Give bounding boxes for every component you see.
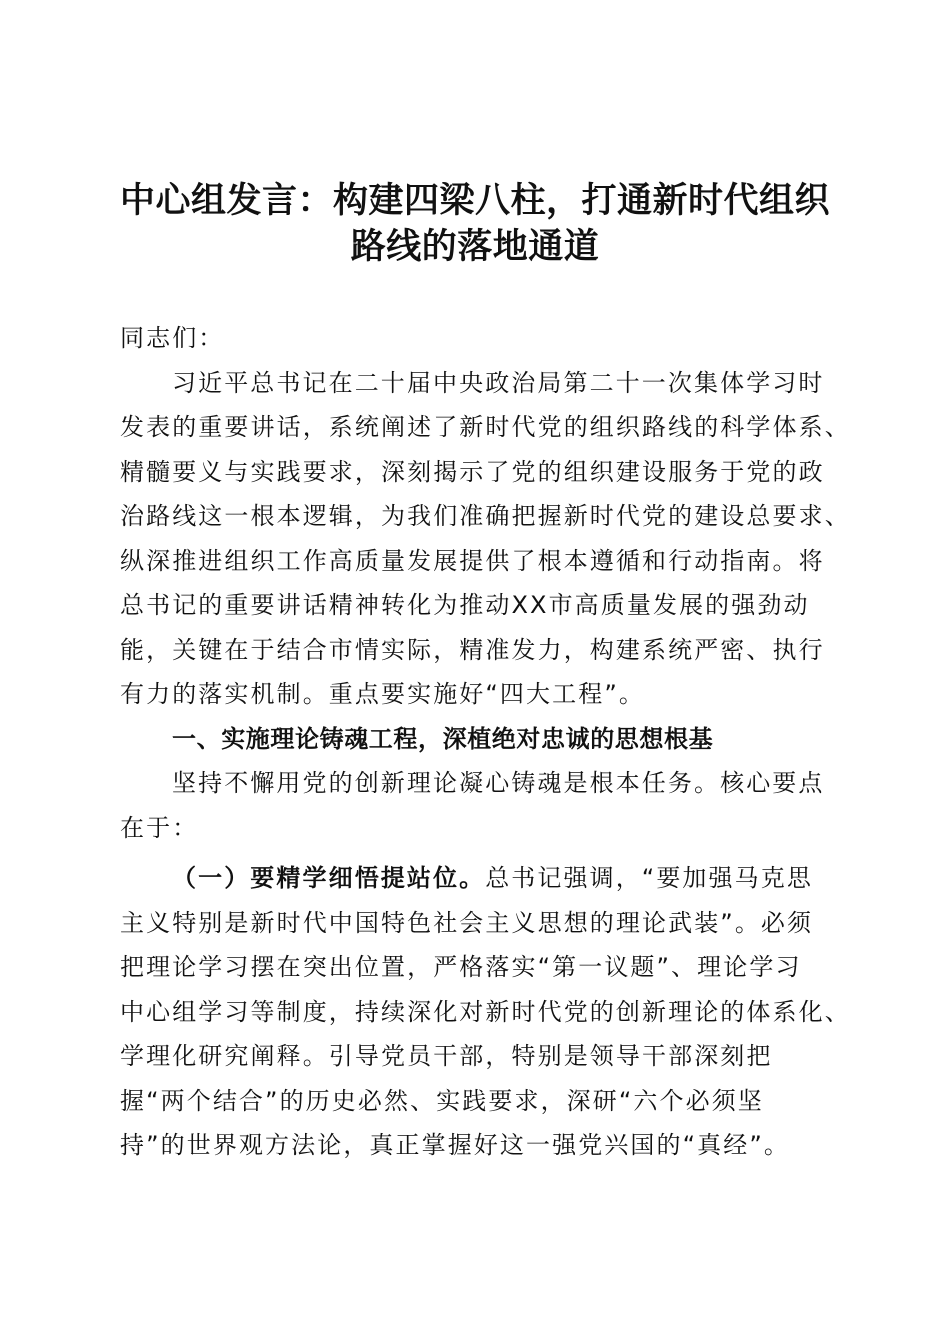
section-paragraph-line: 坚持不懈用党的创新理论凝心铸魂是根本任务。核心要点: [172, 769, 825, 797]
point-first-line: [120, 856, 832, 901]
point-first-rest: 总书记强调，“要加强马克思: [485, 864, 813, 892]
point-line: 学理化研究阐释。引导党员干部，特别是领导干部深刻把: [120, 1042, 773, 1070]
point-line: 主义特别是新时代中国特色社会主义思想的理论武装”。必须: [120, 908, 814, 937]
intro-line: 能，关键在于结合市情实际，精准发力，构建系统严密、执行: [120, 635, 825, 664]
section-heading: 一、实施理论铸魂工程，深植绝对忠诚的思想根基: [172, 724, 714, 753]
point-line: 中心组学习等制度，持续深化对新时代党的创新理论的体系化、: [120, 997, 851, 1026]
intro-line: 有力的落实机制。重点要实施好“四大工程”。: [120, 680, 645, 708]
document-title-line-1: 中心组发言：构建四梁八柱，打通新时代组织: [119, 180, 830, 221]
point-line: 把理论学习摆在突出位置，严格落实“第一议题”、理论学习: [120, 953, 802, 981]
point-line: 握“两个结合”的历史必然、实践要求，深研“六个必须坚: [120, 1086, 764, 1115]
intro-line: 精髓要义与实践要求，深刻揭示了党的组织建设服务于党的政: [120, 457, 825, 486]
point-lead: （一）要精学细悟提站位。: [172, 864, 486, 892]
intro-line: 总书记的重要讲话精神转化为推动XX市高质量发展的强劲动: [120, 591, 810, 619]
intro-line: 纵深推进组织工作高质量发展提供了根本遵循和行动指南。将: [120, 546, 825, 575]
document-body: [120, 316, 851, 1168]
intro-line: 习近平总书记在二十届中央政治局第二十一次集体学习时: [172, 368, 825, 397]
salutation: 同志们：: [120, 324, 225, 352]
document-title-line-2: 路线的落地通道: [350, 226, 600, 267]
intro-line: 发表的重要讲话，系统阐述了新时代党的组织路线的科学体系、: [120, 413, 851, 441]
intro-line: 治路线这一根本逻辑，为我们准确把握新时代党的建设总要求、: [120, 502, 851, 530]
point-line: 持”的世界观方法论，真正掌握好这一强党兴国的“真经”。: [120, 1131, 790, 1159]
section-paragraph-line: 在于：: [120, 813, 199, 842]
